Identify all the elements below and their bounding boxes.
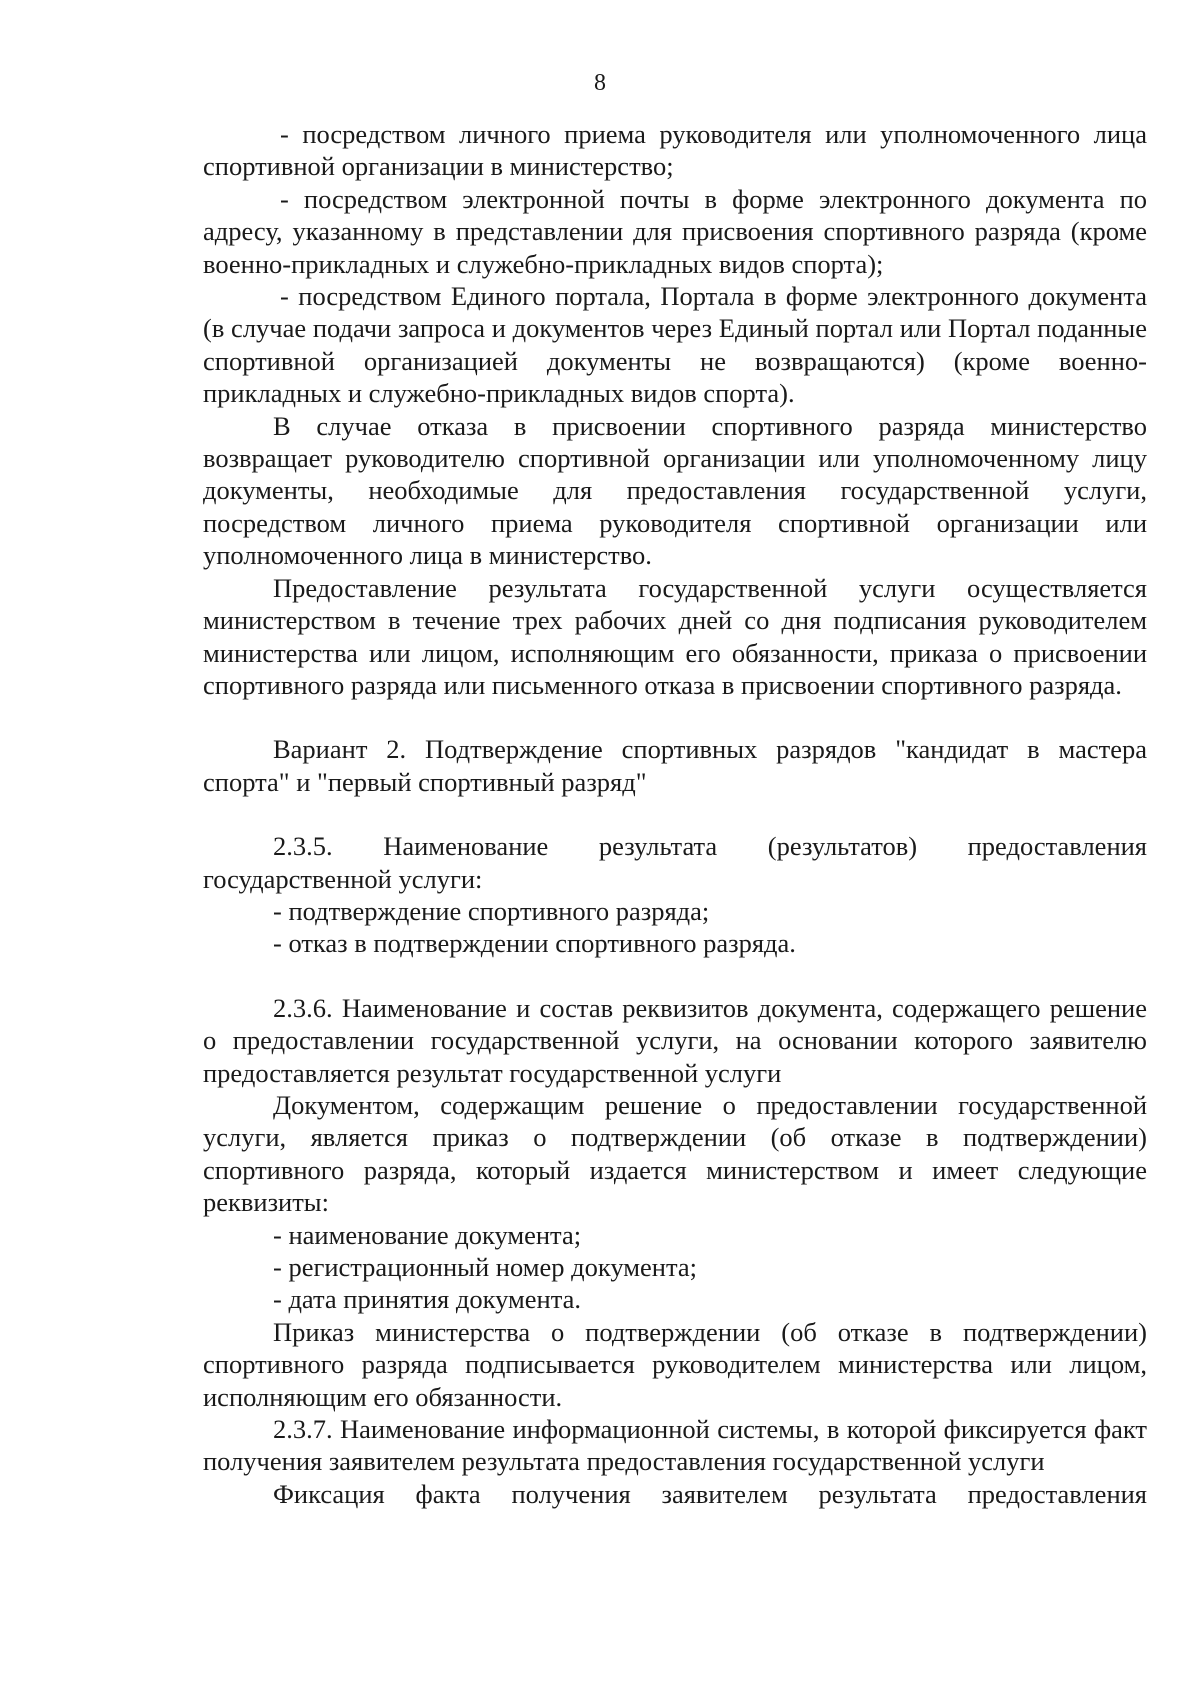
section-heading-2-3-7: 2.3.7. Наименование информационной системы, в которой фиксируется факт получения заявителем результата предоставления государственной услуги	[203, 1414, 1147, 1477]
list-item-requisite: - регистрационный номер документа;	[273, 1252, 697, 1282]
list-item-result: - отказ в подтверждении спортивного разряда.	[273, 928, 796, 959]
paragraph-result-fixation: Фиксация факта получения заявителем результата предоставления	[273, 1478, 1147, 1509]
list-item-requisite: - наименование документа;	[273, 1219, 582, 1250]
paragraph-delivery-email: - посредством электронной почты в форме электронного документа по адресу, указанному в представлении для присвоения спортивного разряда (кроме военно-прикладных и служебно-прикладных видов спорта);	[203, 183, 1147, 279]
paragraph-delivery-portal: - посредством Единого портала, Портала в форме электронного документа (в случае подачи запроса и документов через Единый портал или Портал поданные спортивной организацией документы не возвращаются) (кроме военно-прикладных и служебно-прикладных видов спорта).	[203, 281, 1147, 409]
paragraph-decision-document: Документом, содержащим решение о предоставлении государственной услуги, является приказ о подтверждении (об отказе в подтверждении) спортивного разряда, который издается министерством и имеет следующие реквизиты:	[203, 1089, 1147, 1218]
paragraph-order-signing: Приказ министерства о подтверждении (об отказе в подтверждении) спортивного разряда подписывается руководителем министерства или лицом, исполняющим его обязанности.	[203, 1316, 1147, 1412]
section-heading-variant-2: Вариант 2. Подтверждение спортивных разрядов "кандидат в мастера спорта" и "первый спортивный разряд"	[203, 734, 1147, 797]
paragraph-refusal-return: В случае отказа в присвоении спортивного разряда министерство возвращает руководителю спортивной организации или уполномоченному лицу документы, необходимые для предоставления государственной услуги, посредством личного приема руководителя спортивной организации или уполномоченного лица в министерство.	[203, 410, 1147, 571]
paragraph-delivery-in-person: - посредством личного приема руководителя или уполномоченного лица спортивной организации в министерство;	[203, 119, 1147, 182]
paragraph-result-timing: Предоставление результата государственной услуги осуществляется министерством в течение трех рабочих дней со дня подписания руководителем министерства или лицом, исполняющим его обязанности, приказа о присвоении спортивного разряда или письменного отказа в присвоении спортивного разряда.	[203, 572, 1147, 700]
list-item-requisite: - дата принятия документа.	[273, 1284, 581, 1315]
section-heading-2-3-5: 2.3.5. Наименование результата (результатов) предоставления государственной услуги:	[203, 831, 1147, 894]
section-heading-2-3-6: 2.3.6. Наименование и состав реквизитов документа, содержащего решение о предоставлении государственной услуги, на основании которого заявителю предоставляется результат государственной услуги	[203, 992, 1147, 1088]
document-body	[203, 118, 1147, 1510]
list-item-result: - подтверждение спортивного разряда;	[273, 895, 710, 926]
page-number: 8	[594, 70, 606, 96]
